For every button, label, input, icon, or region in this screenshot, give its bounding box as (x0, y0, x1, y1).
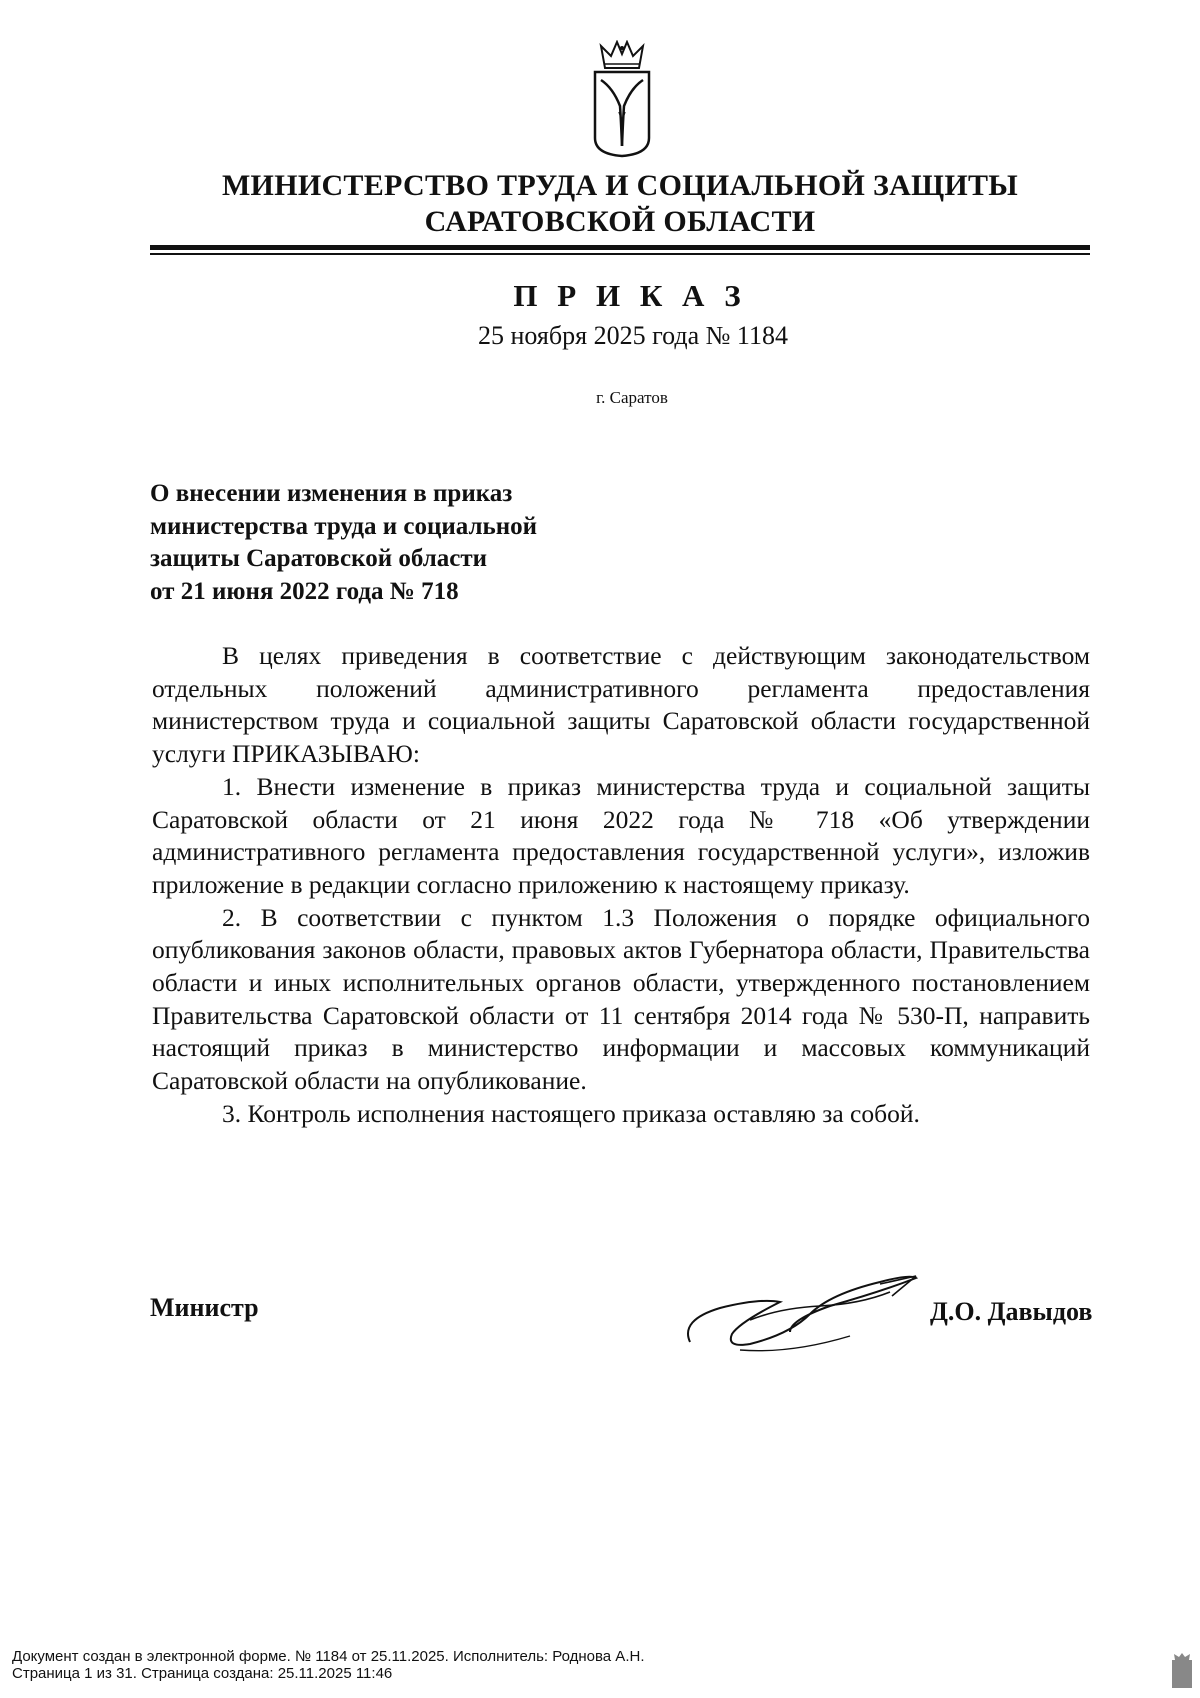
subject-line: от 21 июня 2022 года № 718 (150, 577, 459, 605)
preamble-paragraph: В целях приведения в соответствие с действующим законодательством отдельных положений административного регламента предоставления министерством труда и социальной защиты Саратовской области государственной услуги ПРИКАЗЫВАЮ: (152, 641, 1090, 769)
clause-3-paragraph: 3. Контроль исполнения настоящего приказа оставляю за собой. (222, 1098, 920, 1128)
ministry-name-line-1: МИНИСТЕРСТВО ТРУДА И СОЦИАЛЬНОЙ ЗАЩИТЫ (221, 169, 1019, 202)
header-rule-thin (150, 253, 1090, 255)
electronic-document-footer (12, 1648, 644, 1682)
footer-line-document-info: Документ создан в электронной форме. № 1184 от 25.11.2025. Исполнитель: Роднова А.Н. (12, 1648, 645, 1665)
header-rule-thick (150, 245, 1090, 250)
subject-line: защиты Саратовской области (150, 545, 488, 572)
order-title: П Р И К А З (513, 278, 747, 313)
order-subject (150, 478, 710, 608)
clause-1-paragraph: 1. Внести изменение в приказ министерства труда и социальной защиты Саратовской области от 21 июня 2022 года № 718 «Об утверждении административного регламента предоставления государственной услуги», изложив приложение в редакции согласно приложению к настоящему приказу. (152, 771, 1090, 899)
subject-line: О внесении изменения в приказ (150, 480, 513, 507)
signatory-role: Министр (150, 1293, 259, 1322)
order-city: г. Саратов (596, 388, 668, 407)
subject-line: министерства труда и социальной (150, 512, 538, 540)
order-date-number: 25 ноября 2025 года № 1184 (478, 321, 788, 350)
signatory-name: Д.О. Давыдов (930, 1297, 1093, 1326)
footer-line-page-info: Страница 1 из 31. Страница создана: 25.11.2025 11:46 (12, 1665, 393, 1682)
clause-2-paragraph: 2. В соответствии с пунктом 1.3 Положения о порядке официального опубликования законов области, правовых актов Губернатора области, Правительства области и иных исполнительных органов области, утвержденного постановлением Правительства Саратовской области от 11 сентября 2014 года № 530-П, направить настоящий приказ в министерство информации и массовых коммуникаций Саратовской области на опубликование. (152, 902, 1090, 1096)
coat-of-arms-icon (587, 40, 657, 158)
ministry-name-line-2: САРАТОВСКОЙ ОБЛАСТИ (424, 205, 816, 238)
order-body (152, 640, 1090, 1131)
handwritten-signature (680, 1262, 930, 1362)
document-emblem-icon (1170, 1652, 1194, 1690)
ministry-name (150, 168, 1090, 240)
